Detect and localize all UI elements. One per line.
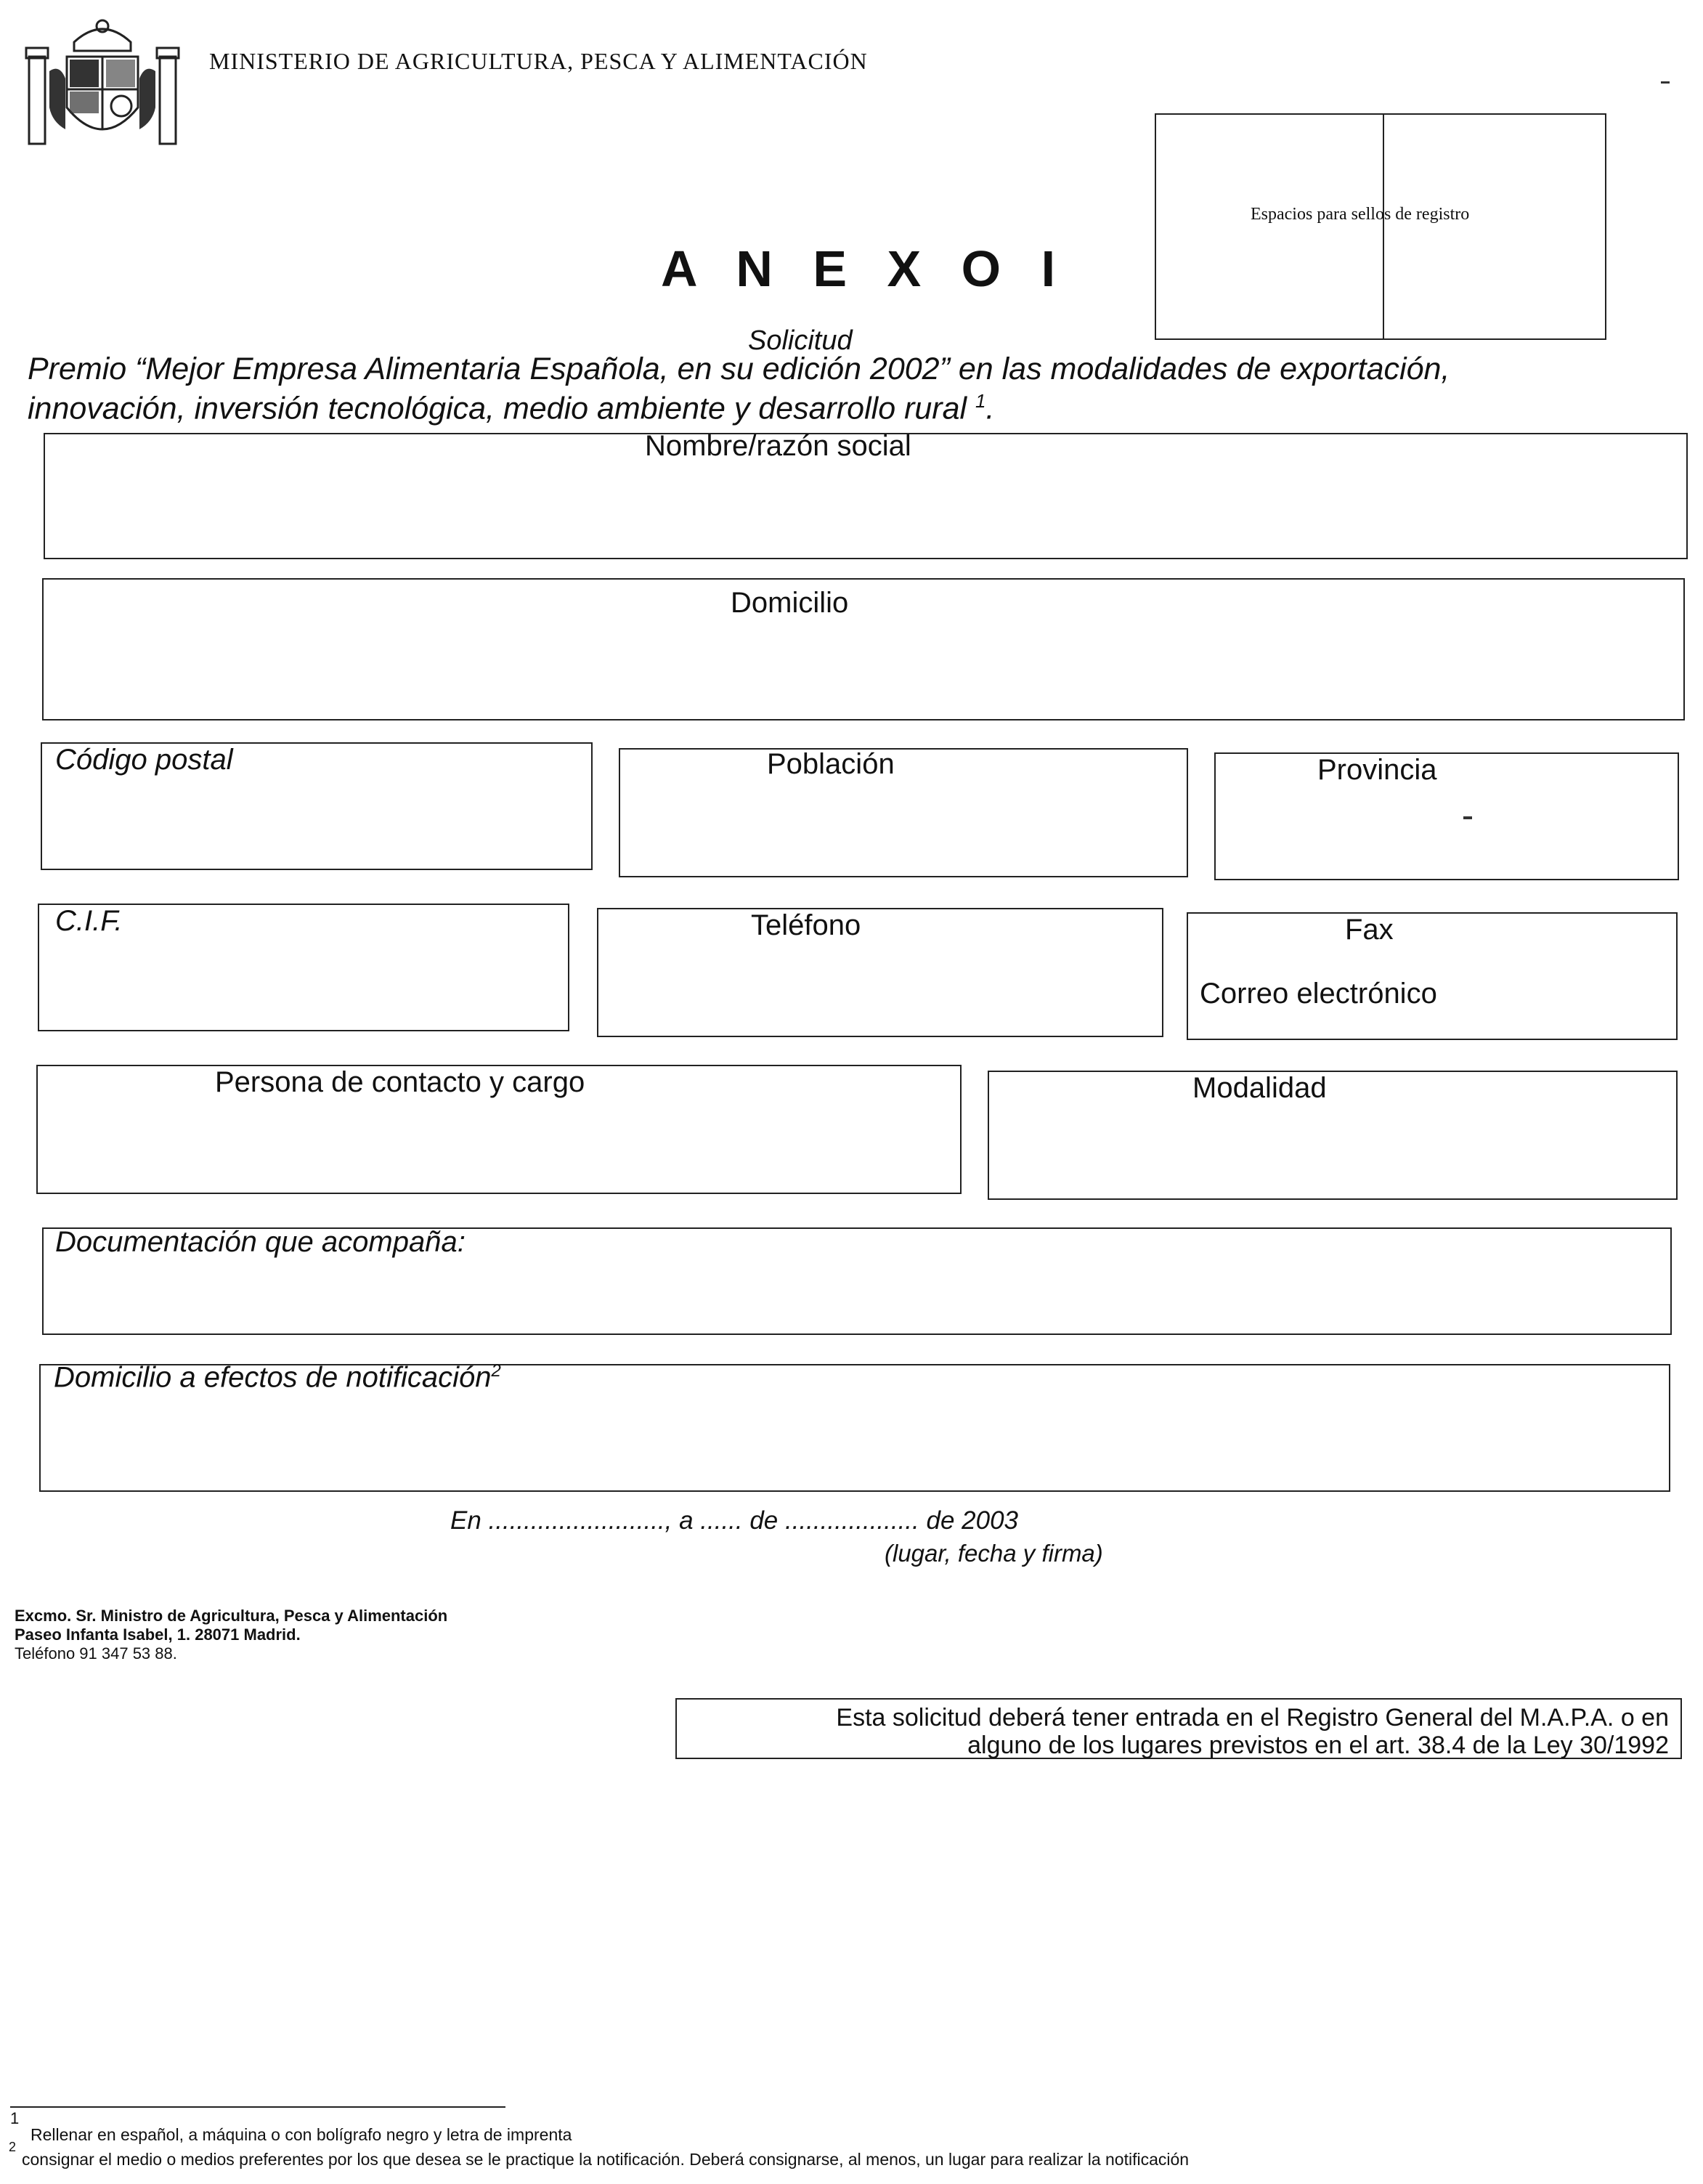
provincia-field[interactable] <box>1214 752 1679 880</box>
registry-notice-text <box>836 1704 1669 1759</box>
stamp-label: Espacios para sellos de registro <box>1251 205 1470 224</box>
stamp-divider <box>1383 115 1384 338</box>
modalidad-field[interactable] <box>988 1071 1678 1200</box>
coat-of-arms-emblem <box>23 13 182 151</box>
recipient-address <box>15 1607 447 1663</box>
notice-line-2: alguno de los lugares previstos en el art. 38.4 de la Ley 30/1992 <box>967 1732 1669 1759</box>
prize-description <box>28 353 1683 424</box>
codigo-postal-field[interactable] <box>41 742 593 870</box>
domicilio-field[interactable] <box>42 578 1685 720</box>
registry-notice-box <box>675 1698 1682 1759</box>
cif-label: C.I.F. <box>55 905 123 937</box>
modalidad-label: Modalidad <box>1192 1072 1327 1104</box>
scan-mark <box>1661 81 1670 84</box>
telefono-field[interactable] <box>597 908 1163 1037</box>
provincia-label: Provincia <box>1317 754 1437 786</box>
persona-contacto-field[interactable] <box>36 1065 962 1194</box>
persona-contacto-label: Persona de contacto y cargo <box>215 1066 585 1098</box>
notice-line-1: Esta solicitud deberá tener entrada en el Registro General del M.A.P.A. o en <box>836 1704 1669 1732</box>
footnote-2-text: consignar el medio o medios preferentes por los que desea se le practique la notificación. Deberá consignarse, al menos, un lugar para realizar la notificación <box>22 2150 1190 2169</box>
correo-label: Correo electrónico <box>1200 978 1437 1010</box>
document-subtitle: Solicitud <box>748 325 853 356</box>
footnote-ref-2: 2 <box>491 1361 501 1381</box>
footnote-1-mark: 1 <box>10 2109 20 2127</box>
registration-stamp-box <box>1155 113 1606 340</box>
signature-line: En ........................., a ...... de ................... de 2003 <box>450 1506 1018 1535</box>
prize-line-2-wrap <box>28 385 1683 424</box>
scan-mark <box>1463 816 1472 819</box>
fax-correo-field[interactable] <box>1187 912 1678 1040</box>
documentacion-field[interactable] <box>42 1227 1672 1335</box>
domicilio-label: Domicilio <box>731 587 849 619</box>
prize-line-1: Premio “Mejor Empresa Alimentaria Española, en su edición 2002” en las modalidades de exportación, <box>28 352 1450 386</box>
prize-line-2: innovación, inversión tecnológica, medio ambiente y desarrollo rural <box>28 391 967 426</box>
address-line-3: Teléfono 91 347 53 88. <box>15 1644 177 1663</box>
footnote-2-mark: 2 <box>9 2140 17 2154</box>
domicilio-notificacion-field[interactable] <box>39 1361 1670 1492</box>
prize-line-2-end: . <box>985 391 995 426</box>
domicilio-notificacion-label: Domicilio a efectos de notificación <box>54 1361 492 1394</box>
codigo-postal-label: Código postal <box>55 744 233 776</box>
footnote-ref-1: 1 <box>975 390 986 412</box>
nombre-field[interactable] <box>44 430 1688 559</box>
footnote-divider <box>10 2106 505 2108</box>
domicilio-notificacion-label-wrap <box>54 1361 501 1394</box>
fax-label: Fax <box>1345 914 1394 946</box>
telefono-label: Teléfono <box>751 909 861 941</box>
poblacion-label: Población <box>767 748 895 780</box>
address-line-2: Paseo Infanta Isabel, 1. 28071 Madrid. <box>15 1625 301 1644</box>
signature-caption: (lugar, fecha y firma) <box>885 1540 1103 1567</box>
address-line-1: Excmo. Sr. Ministro de Agricultura, Pesca y Alimentación <box>15 1607 448 1625</box>
ministry-name: MINISTERIO DE AGRICULTURA, PESCA Y ALIMENTACIÓN <box>209 48 868 74</box>
footnote-1-text: Rellenar en español, a máquina o con bolígrafo negro y letra de imprenta <box>31 2125 572 2144</box>
document-title: A N E X O I <box>661 240 1069 297</box>
nombre-label: Nombre/razón social <box>645 430 911 462</box>
poblacion-field[interactable] <box>619 748 1188 877</box>
cif-field[interactable] <box>38 904 569 1031</box>
documentacion-label: Documentación que acompaña: <box>55 1226 466 1258</box>
